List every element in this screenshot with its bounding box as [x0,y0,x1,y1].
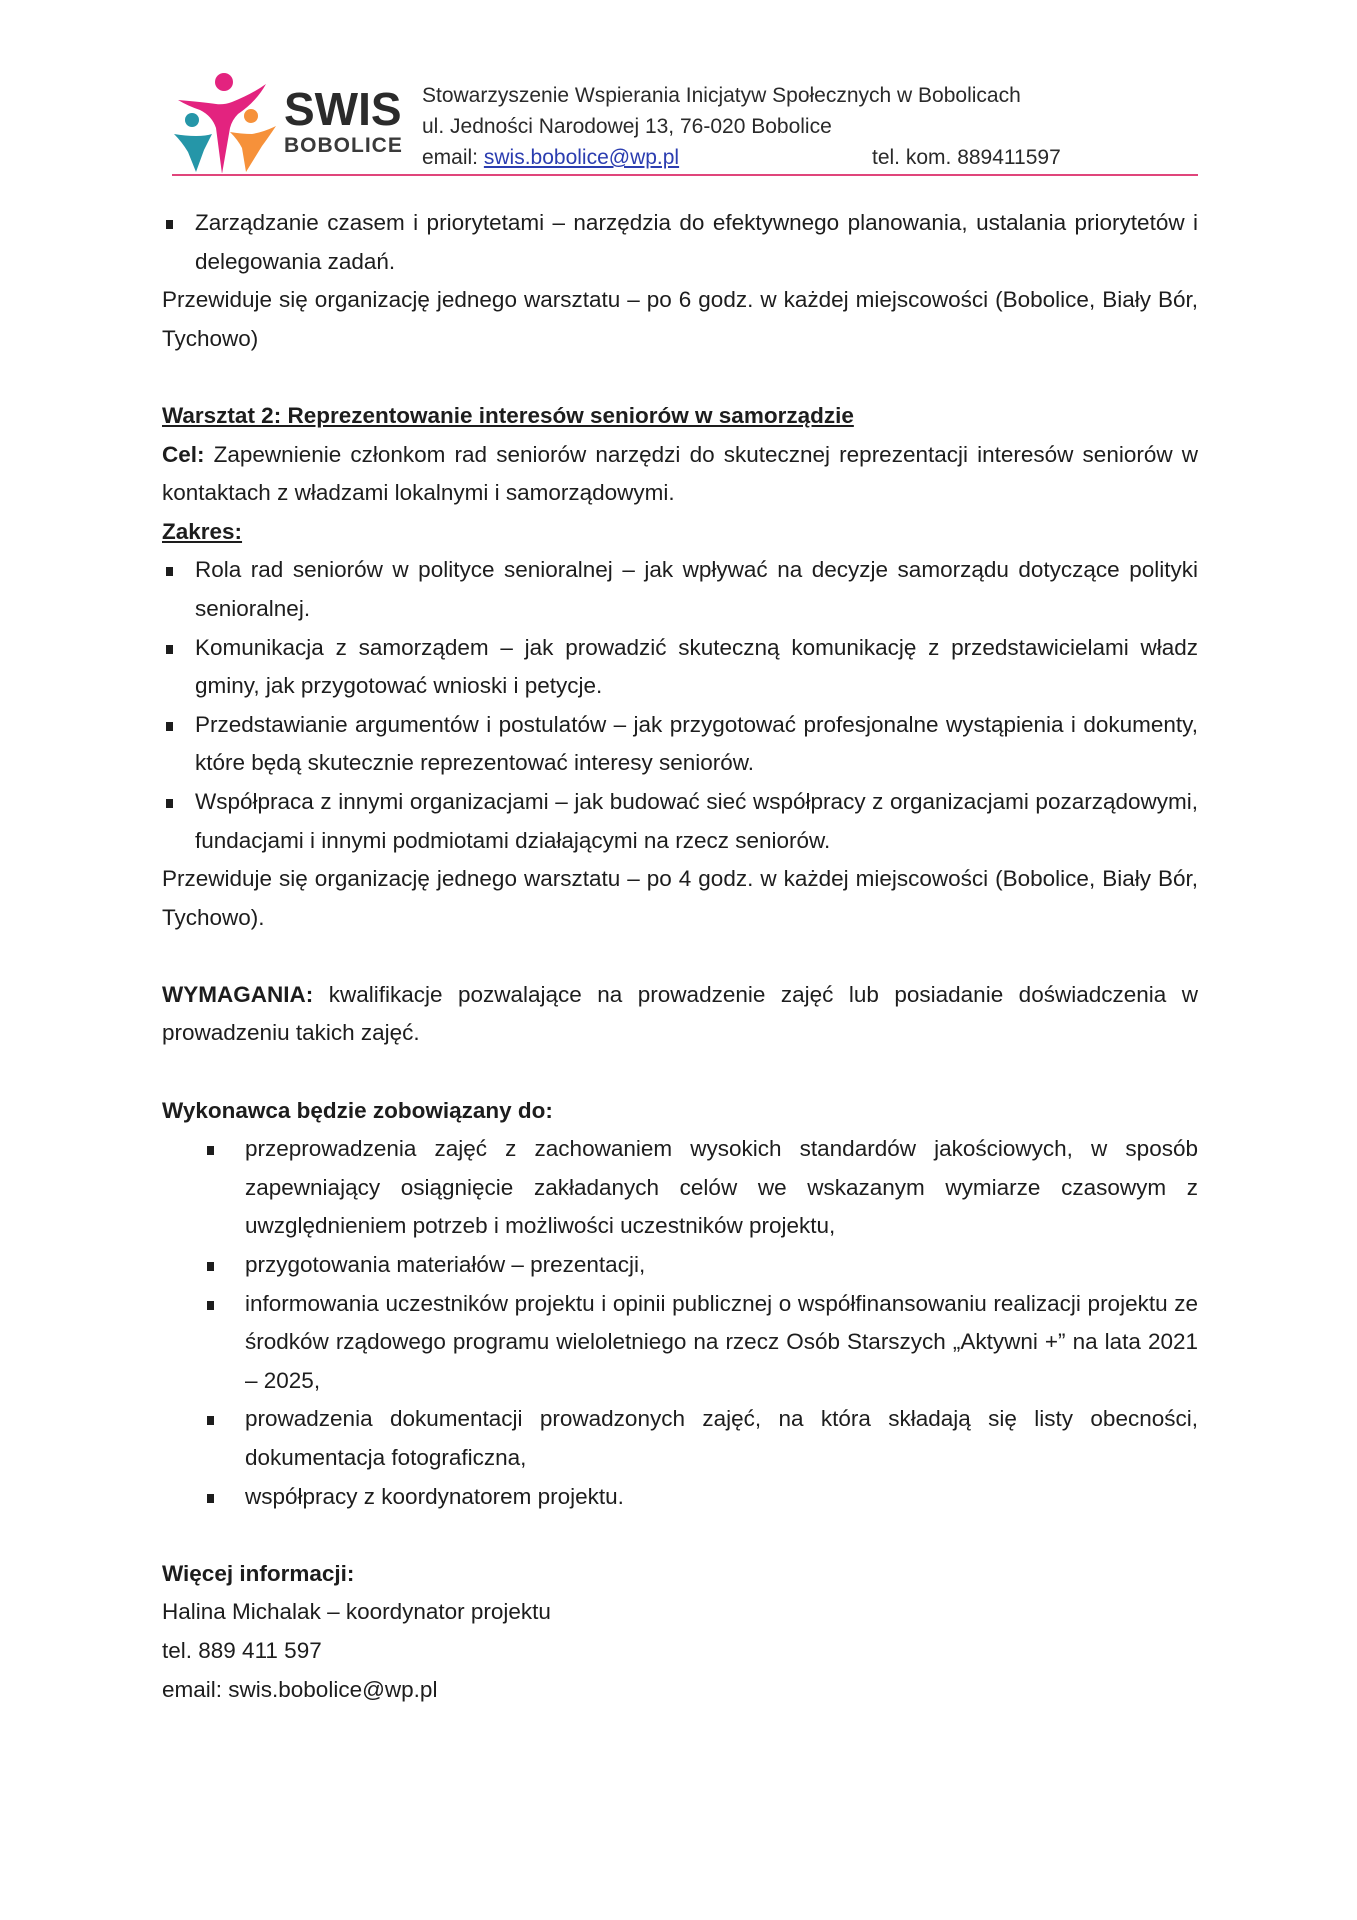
bullet-square-icon [166,567,173,576]
logo-wordmark [284,83,404,158]
bullet-square-icon [166,220,173,229]
contact-person: Halina Michalak – koordynator projektu [162,1599,551,1625]
organization-address: ul. Jedności Narodowej 13, 76-020 Bobolice [422,115,832,138]
list-item: Rola rad seniorów w polityce senioralnej – jak wpływać na decyzje samorządu dotyczące polityki senioralnej. [162,551,1198,628]
bullet-square-icon [166,722,173,731]
goal-text: Zapewnienie członkom rad seniorów narzędzi do skutecznej reprezentacji interesów seniorów w kontaktach z władzami lokalnymi i samorządowymi. [162,441,1198,506]
organization-info [422,80,1202,173]
bullet-square-icon [166,799,173,808]
list-item: Przedstawianie argumentów i postulatów – jak przygotować profesjonalne wystąpienia i dokumenty, które będą skutecznie reprezentować interesy seniorów. [162,706,1198,783]
bullet-square-icon [207,1262,214,1271]
email-label: email: [422,146,484,169]
bullet-square-icon [207,1416,214,1425]
logo-subtitle: BOBOLICE [284,134,403,157]
organization-contact [422,142,1202,173]
bullet-square-icon [207,1494,214,1503]
scope-label: Zakres: [162,518,243,544]
list-item: prowadzenia dokumentacji prowadzonych zajęć, na która składają się listy obecności, dokumentacja fotograficzna, [162,1400,1198,1477]
list-item: przygotowania materiałów – prezentacji, [162,1246,1198,1285]
requirements-text: kwalifikacje pozwalające na prowadzenie zajęć lub posiadanie doświadczenia w prowadzeniu takich zajęć. [162,981,1198,1046]
goal-label: Cel: [162,441,205,467]
organization-name: Stowarzyszenie Wspierania Inicjatyw Społecznych w Bobolicach [422,84,1021,107]
list-item: przeprowadzenia zajęć z zachowaniem wysokich standardów jakościowych, w sposób zapewniający osiągnięcie zakładanych celów we wskazanym wymiarze czasowym z uwzględnieniem potrzeb i możliwości uczestników projektu, [162,1130,1198,1246]
obligations-title: Wykonawca będzie zobowiązany do: [162,1097,553,1123]
contact-email: email: swis.bobolice@wp.pl [162,1676,438,1702]
list-item: Współpraca z innymi organizacjami – jak budować sieć współpracy z organizacjami pozarządowymi, fundacjami i innymi podmiotami działającymi na rzecz seniorów. [162,783,1198,860]
phone-number: tel. kom. 889411597 [872,146,1061,169]
document-body [162,204,1198,1709]
bullet-square-icon [207,1146,214,1155]
requirements [162,976,1198,1053]
list-item: Komunikacja z samorządem – jak prowadzić skuteczną komunikację z przedstawicielami władz gminy, jak przygotować wnioski i petycje. [162,629,1198,706]
bullet-square-icon [166,645,173,654]
contact-phone: tel. 889 411 597 [162,1637,322,1663]
list-item: informowania uczestników projektu i opinii publicznej o współfinansowaniu realizacji projektu ze środków rządowego programu wieloletniego na rzecz Osób Starszych „Aktywni +” na lata 2021 – 2025, [162,1285,1198,1401]
workshop1-note: Przewiduje się organizację jednego warsztatu – po 6 godz. w każdej miejscowości (Bobolice, Biały Bór, Tychowo) [162,287,1198,351]
letterhead [172,66,1198,178]
workshop2-goal [162,436,1198,513]
requirements-label: WYMAGANIA: [162,981,314,1007]
email-link[interactable]: swis.bobolice@wp.pl [483,146,680,169]
bullet-square-icon [207,1301,214,1310]
workshop2-note: Przewiduje się organizację jednego warsztatu – po 4 godz. w każdej miejscowości (Bobolice, Biały Bór, Tychowo). [162,866,1198,930]
list-item: Zarządzanie czasem i priorytetami – narzędzia do efektywnego planowania, ustalania priorytetów i delegowania zadań. [162,204,1198,281]
workshop2-title: Warsztat 2: Reprezentowanie interesów seniorów w samorządzie [162,402,854,428]
header-divider [172,174,1198,176]
swis-logo-icon [172,68,277,173]
logo-title: SWIS [284,83,402,135]
list-item: współpracy z koordynatorem projektu. [162,1478,1198,1517]
more-info-title: Więcej informacji: [162,1560,355,1586]
